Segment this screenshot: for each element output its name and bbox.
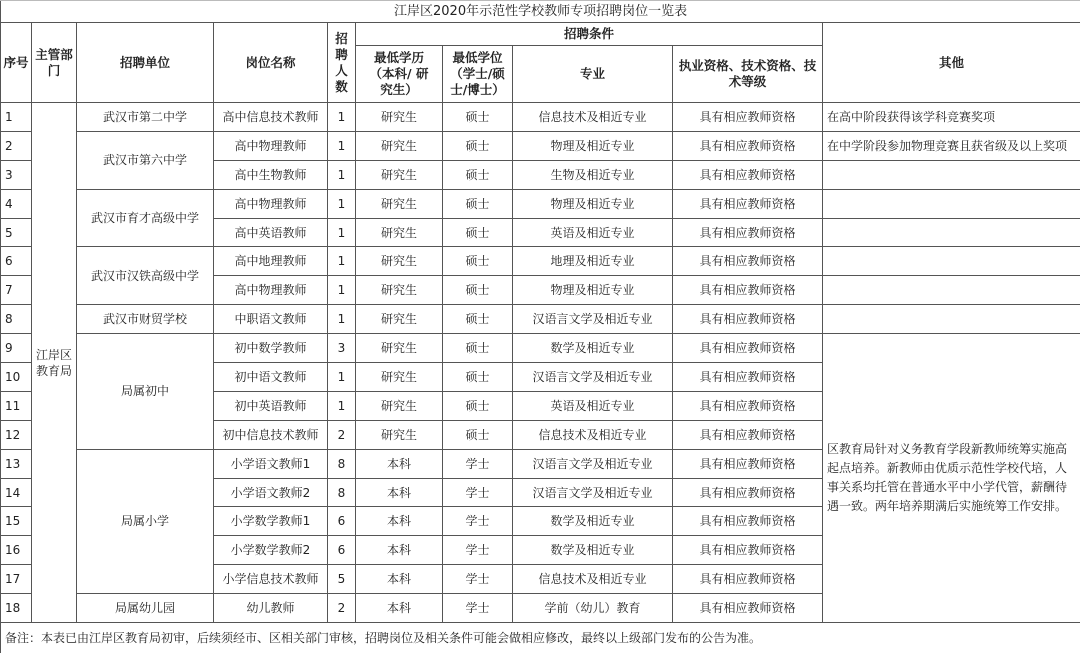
header-seq: 序号 <box>1 23 32 103</box>
cell-other <box>823 276 1080 305</box>
cell-degree: 学士 <box>443 565 513 594</box>
cell-qual: 具有相应教师资格 <box>673 478 823 507</box>
cell-degree: 硕士 <box>443 276 513 305</box>
cell-major: 数学及相近专业 <box>513 536 673 565</box>
cell-qual: 具有相应教师资格 <box>673 391 823 420</box>
cell-edu: 研究生 <box>356 334 443 363</box>
cell-major: 英语及相近专业 <box>513 391 673 420</box>
cell-degree: 硕士 <box>443 420 513 449</box>
cell-major: 数学及相近专业 <box>513 507 673 536</box>
cell-count: 1 <box>328 103 356 132</box>
header-unit: 招聘单位 <box>77 23 214 103</box>
cell-count: 1 <box>328 305 356 334</box>
cell-edu: 本科 <box>356 478 443 507</box>
cell-other <box>823 247 1080 276</box>
cell-degree: 硕士 <box>443 218 513 247</box>
cell-unit: 局属小学 <box>77 449 214 593</box>
cell-degree: 学士 <box>443 478 513 507</box>
cell-other <box>823 305 1080 334</box>
cell-qual: 具有相应教师资格 <box>673 103 823 132</box>
cell-edu: 本科 <box>356 594 443 623</box>
cell-other: 在高中阶段获得该学科竞赛奖项 <box>823 103 1080 132</box>
table-row <box>1 305 1080 334</box>
cell-degree: 硕士 <box>443 305 513 334</box>
cell-seq: 2 <box>1 131 32 160</box>
header-position: 岗位名称 <box>214 23 328 103</box>
cell-seq: 9 <box>1 334 32 363</box>
cell-position: 初中数学教师 <box>214 334 328 363</box>
cell-edu: 研究生 <box>356 131 443 160</box>
cell-degree: 学士 <box>443 507 513 536</box>
cell-degree: 学士 <box>443 449 513 478</box>
cell-count: 8 <box>328 449 356 478</box>
cell-seq: 4 <box>1 189 32 218</box>
cell-seq: 15 <box>1 507 32 536</box>
header-qual: 执业资格、技术资格、技术等级 <box>673 46 823 103</box>
cell-seq: 14 <box>1 478 32 507</box>
cell-count: 1 <box>328 247 356 276</box>
cell-position: 小学信息技术教师 <box>214 565 328 594</box>
cell-major: 数学及相近专业 <box>513 334 673 363</box>
cell-seq: 16 <box>1 536 32 565</box>
table-row <box>1 189 1080 218</box>
cell-position: 高中物理教师 <box>214 276 328 305</box>
table-row <box>1 334 1080 363</box>
cell-major: 物理及相近专业 <box>513 189 673 218</box>
cell-position: 高中物理教师 <box>214 189 328 218</box>
cell-degree: 硕士 <box>443 391 513 420</box>
cell-edu: 研究生 <box>356 160 443 189</box>
cell-unit: 武汉市育才高级中学 <box>77 189 214 247</box>
cell-position: 初中信息技术教师 <box>214 420 328 449</box>
cell-qual: 具有相应教师资格 <box>673 594 823 623</box>
cell-major: 信息技术及相近专业 <box>513 420 673 449</box>
cell-qual: 具有相应教师资格 <box>673 189 823 218</box>
cell-edu: 研究生 <box>356 363 443 392</box>
cell-major: 学前（幼儿）教育 <box>513 594 673 623</box>
cell-position: 高中英语教师 <box>214 218 328 247</box>
cell-degree: 硕士 <box>443 160 513 189</box>
cell-position: 高中生物教师 <box>214 160 328 189</box>
cell-other: 在中学阶段参加物理竞赛且获省级及以上奖项 <box>823 131 1080 160</box>
cell-qual: 具有相应教师资格 <box>673 420 823 449</box>
cell-qual: 具有相应教师资格 <box>673 334 823 363</box>
cell-degree: 硕士 <box>443 131 513 160</box>
cell-count: 5 <box>328 565 356 594</box>
cell-unit: 武汉市财贸学校 <box>77 305 214 334</box>
cell-edu: 本科 <box>356 507 443 536</box>
cell-position: 高中物理教师 <box>214 131 328 160</box>
cell-edu: 研究生 <box>356 305 443 334</box>
table-row <box>1 247 1080 276</box>
cell-other <box>823 160 1080 189</box>
cell-seq: 18 <box>1 594 32 623</box>
cell-qual: 具有相应教师资格 <box>673 507 823 536</box>
cell-major: 英语及相近专业 <box>513 218 673 247</box>
cell-seq: 11 <box>1 391 32 420</box>
cell-degree: 硕士 <box>443 247 513 276</box>
cell-count: 1 <box>328 131 356 160</box>
cell-count: 1 <box>328 391 356 420</box>
cell-edu: 研究生 <box>356 103 443 132</box>
cell-major: 汉语言文学及相近专业 <box>513 478 673 507</box>
cell-position: 初中英语教师 <box>214 391 328 420</box>
cell-edu: 研究生 <box>356 189 443 218</box>
cell-major: 物理及相近专业 <box>513 276 673 305</box>
cell-major: 汉语言文学及相近专业 <box>513 449 673 478</box>
cell-seq: 3 <box>1 160 32 189</box>
cell-qual: 具有相应教师资格 <box>673 363 823 392</box>
header-major: 专业 <box>513 46 673 103</box>
cell-count: 8 <box>328 478 356 507</box>
cell-other <box>823 218 1080 247</box>
cell-seq: 6 <box>1 247 32 276</box>
cell-count: 1 <box>328 276 356 305</box>
header-count: 招聘人数 <box>328 23 356 103</box>
cell-edu: 研究生 <box>356 218 443 247</box>
cell-seq: 1 <box>1 103 32 132</box>
cell-seq: 12 <box>1 420 32 449</box>
cell-position: 小学语文教师1 <box>214 449 328 478</box>
cell-qual: 具有相应教师资格 <box>673 160 823 189</box>
cell-major: 信息技术及相近专业 <box>513 103 673 132</box>
cell-seq: 13 <box>1 449 32 478</box>
cell-seq: 10 <box>1 363 32 392</box>
cell-seq: 17 <box>1 565 32 594</box>
cell-degree: 硕士 <box>443 189 513 218</box>
cell-edu: 研究生 <box>356 391 443 420</box>
cell-count: 2 <box>328 420 356 449</box>
table-row <box>1 131 1080 160</box>
cell-edu: 本科 <box>356 565 443 594</box>
cell-qual: 具有相应教师资格 <box>673 247 823 276</box>
cell-major: 物理及相近专业 <box>513 131 673 160</box>
cell-major: 生物及相近专业 <box>513 160 673 189</box>
cell-count: 1 <box>328 160 356 189</box>
cell-count: 1 <box>328 189 356 218</box>
table-title: 江岸区2020年示范性学校教师专项招聘岗位一览表 <box>1 1 1080 23</box>
cell-qual: 具有相应教师资格 <box>673 565 823 594</box>
cell-qual: 具有相应教师资格 <box>673 131 823 160</box>
cell-edu: 本科 <box>356 449 443 478</box>
cell-position: 中职语文教师 <box>214 305 328 334</box>
cell-qual: 具有相应教师资格 <box>673 305 823 334</box>
footnote: 备注：本表已由江岸区教育局初审，后续须经市、区相关部门审核，招聘岗位及相关条件可能会做相应修改，最终以上级部门发布的公告为准。 <box>1 623 1080 653</box>
cell-position: 高中地理教师 <box>214 247 328 276</box>
cell-degree: 硕士 <box>443 103 513 132</box>
cell-position: 小学语文教师2 <box>214 478 328 507</box>
cell-edu: 本科 <box>356 536 443 565</box>
cell-count: 2 <box>328 594 356 623</box>
cell-seq: 5 <box>1 218 32 247</box>
cell-qual: 具有相应教师资格 <box>673 449 823 478</box>
cell-count: 1 <box>328 363 356 392</box>
cell-count: 6 <box>328 536 356 565</box>
cell-unit: 局属幼儿园 <box>77 594 214 623</box>
cell-unit: 武汉市汉铁高级中学 <box>77 247 214 305</box>
header-other: 其他 <box>823 23 1080 103</box>
cell-major: 汉语言文学及相近专业 <box>513 363 673 392</box>
cell-unit: 武汉市第二中学 <box>77 103 214 132</box>
cell-major: 地理及相近专业 <box>513 247 673 276</box>
cell-unit: 武汉市第六中学 <box>77 131 214 189</box>
cell-degree: 硕士 <box>443 334 513 363</box>
cell-other-merged: 区教育局针对义务教育学段新教师统筹实施高起点培养。新教师由优质示范性学校代培，人事关系均托管在普通水平中小学代管，薪酬待遇一致。两年培养期满后实施统筹工作安排。 <box>823 334 1080 623</box>
cell-qual: 具有相应教师资格 <box>673 276 823 305</box>
header-conditions: 招聘条件 <box>356 23 823 46</box>
cell-position: 初中语文教师 <box>214 363 328 392</box>
cell-edu: 研究生 <box>356 247 443 276</box>
cell-degree: 学士 <box>443 594 513 623</box>
cell-position: 小学数学教师2 <box>214 536 328 565</box>
header-dept: 主管部门 <box>32 23 77 103</box>
table-row <box>1 103 1080 132</box>
cell-edu: 研究生 <box>356 276 443 305</box>
cell-dept: 江岸区教育局 <box>32 103 77 623</box>
cell-qual: 具有相应教师资格 <box>673 536 823 565</box>
cell-qual: 具有相应教师资格 <box>673 218 823 247</box>
header-degree: 最低学位（学士/硕士/博士） <box>443 46 513 103</box>
cell-degree: 学士 <box>443 536 513 565</box>
cell-other <box>823 189 1080 218</box>
cell-major: 信息技术及相近专业 <box>513 565 673 594</box>
header-edu: 最低学历（本科/ 研究生） <box>356 46 443 103</box>
cell-count: 6 <box>328 507 356 536</box>
cell-position: 小学数学教师1 <box>214 507 328 536</box>
cell-seq: 7 <box>1 276 32 305</box>
cell-position: 幼儿教师 <box>214 594 328 623</box>
cell-seq: 8 <box>1 305 32 334</box>
cell-count: 3 <box>328 334 356 363</box>
cell-unit: 局属初中 <box>77 334 214 450</box>
cell-degree: 硕士 <box>443 363 513 392</box>
cell-position: 高中信息技术教师 <box>214 103 328 132</box>
cell-count: 1 <box>328 218 356 247</box>
cell-edu: 研究生 <box>356 420 443 449</box>
cell-major: 汉语言文学及相近专业 <box>513 305 673 334</box>
